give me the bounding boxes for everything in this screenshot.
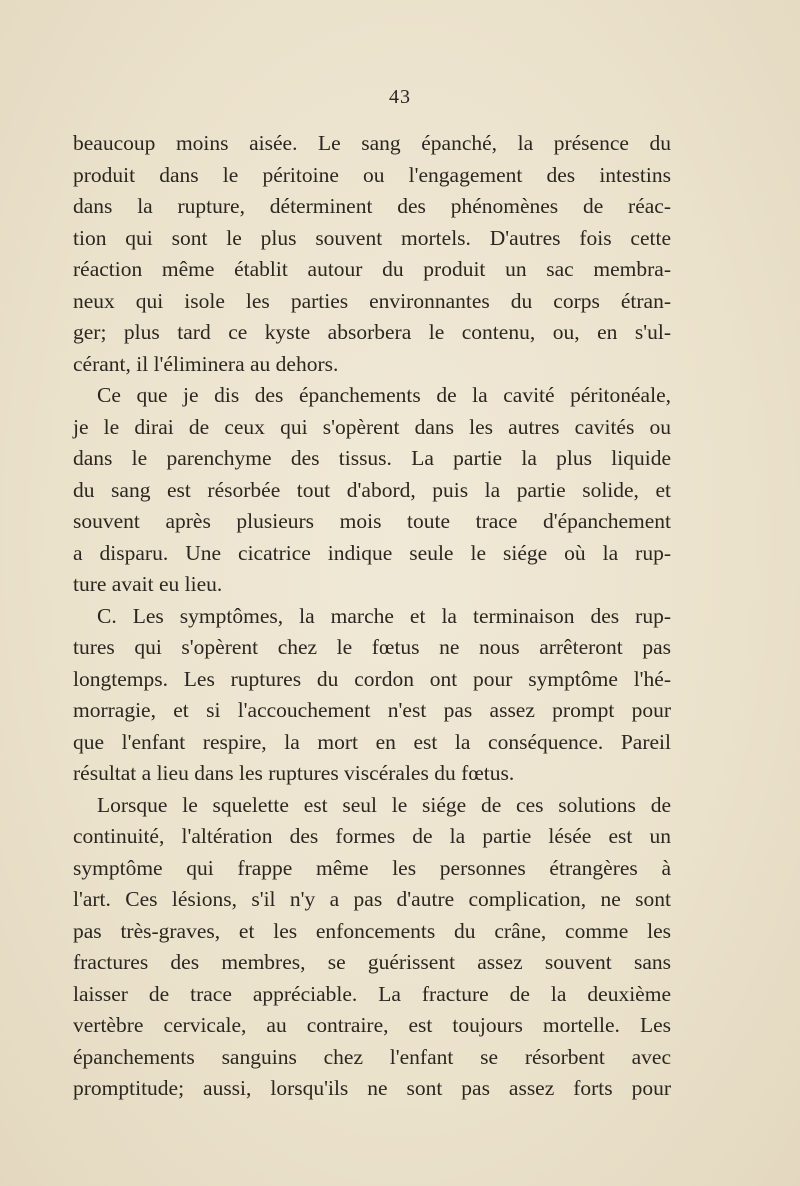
text-line: du sang est résorbée tout d'abord, puis la partie solide, et <box>73 477 671 502</box>
text-line: neux qui isole les parties environnantes du corps étran- <box>73 288 671 313</box>
text-line: laisser de trace appréciable. La fracture de la deuxième <box>73 981 671 1006</box>
text-line: produit dans le péritoine ou l'engagement des intestins <box>73 162 671 187</box>
text-line: a disparu. Une cicatrice indique seule le siége où la rup- <box>73 540 671 565</box>
text-line: ger; plus tard ce kyste absorbera le contenu, ou, en s'ul- <box>73 320 671 344</box>
text-line: dans la rupture, déterminent des phénomènes de réac- <box>73 194 671 218</box>
text-line: ture avait eu lieu. <box>73 572 223 596</box>
page-body-text <box>73 128 671 1105</box>
text-line: dans le parenchyme des tissus. La partie la plus liquide <box>73 446 671 470</box>
text-line: tures qui s'opèrent chez le fœtus ne nous arrêteront pas <box>73 635 671 659</box>
text-line: l'art. Ces lésions, s'il n'y a pas d'autre complication, ne sont <box>73 887 671 911</box>
text-line: beaucoup moins aisée. Le sang épanché, la présence du <box>73 131 671 155</box>
text-line: morragie, et si l'accouchement n'est pas assez prompt pour <box>73 698 671 722</box>
text-line: réaction même établit autour du produit un sac membra- <box>73 257 671 281</box>
text-line: vertèbre cervicale, au contraire, est toujours mortelle. Les <box>73 1013 671 1037</box>
text-line: cérant, il l'éliminera au dehors. <box>73 351 339 376</box>
text-line: pas très-graves, et les enfoncements du crâne, comme les <box>73 918 671 943</box>
text-line: tion qui sont le plus souvent mortels. D'autres fois cette <box>73 225 671 250</box>
paragraph-start-line: Lorsque le squelette est seul le siége de ces solutions de <box>97 792 671 817</box>
paragraph-start-line: Ce que je dis des épanchements de la cavité péritonéale, <box>97 383 671 407</box>
text-line: continuité, l'altération des formes de la partie lésée est un <box>73 824 671 848</box>
text-line: longtemps. Les ruptures du cordon ont pour symptôme l'hé- <box>73 666 671 691</box>
text-line: fractures des membres, se guérissent assez souvent sans <box>73 950 671 974</box>
page-number: 43 <box>389 86 411 108</box>
text-line: je le dirai de ceux qui s'opèrent dans les autres cavités ou <box>73 414 671 439</box>
paragraph-start-line: C. Les symptômes, la marche et la terminaison des rup- <box>97 603 671 628</box>
text-line: épanchements sanguins chez l'enfant se résorbent avec <box>73 1044 671 1069</box>
text-line: résultat a lieu dans les ruptures viscérales du fœtus. <box>73 761 515 785</box>
text-line: symptôme qui frappe même les personnes étrangères à <box>73 855 671 880</box>
text-line: promptitude; aussi, lorsqu'ils ne sont pas assez forts pour <box>73 1076 671 1100</box>
text-line: souvent après plusieurs mois toute trace d'épanchement <box>73 509 671 533</box>
text-line: que l'enfant respire, la mort en est la conséquence. Pareil <box>73 729 671 754</box>
